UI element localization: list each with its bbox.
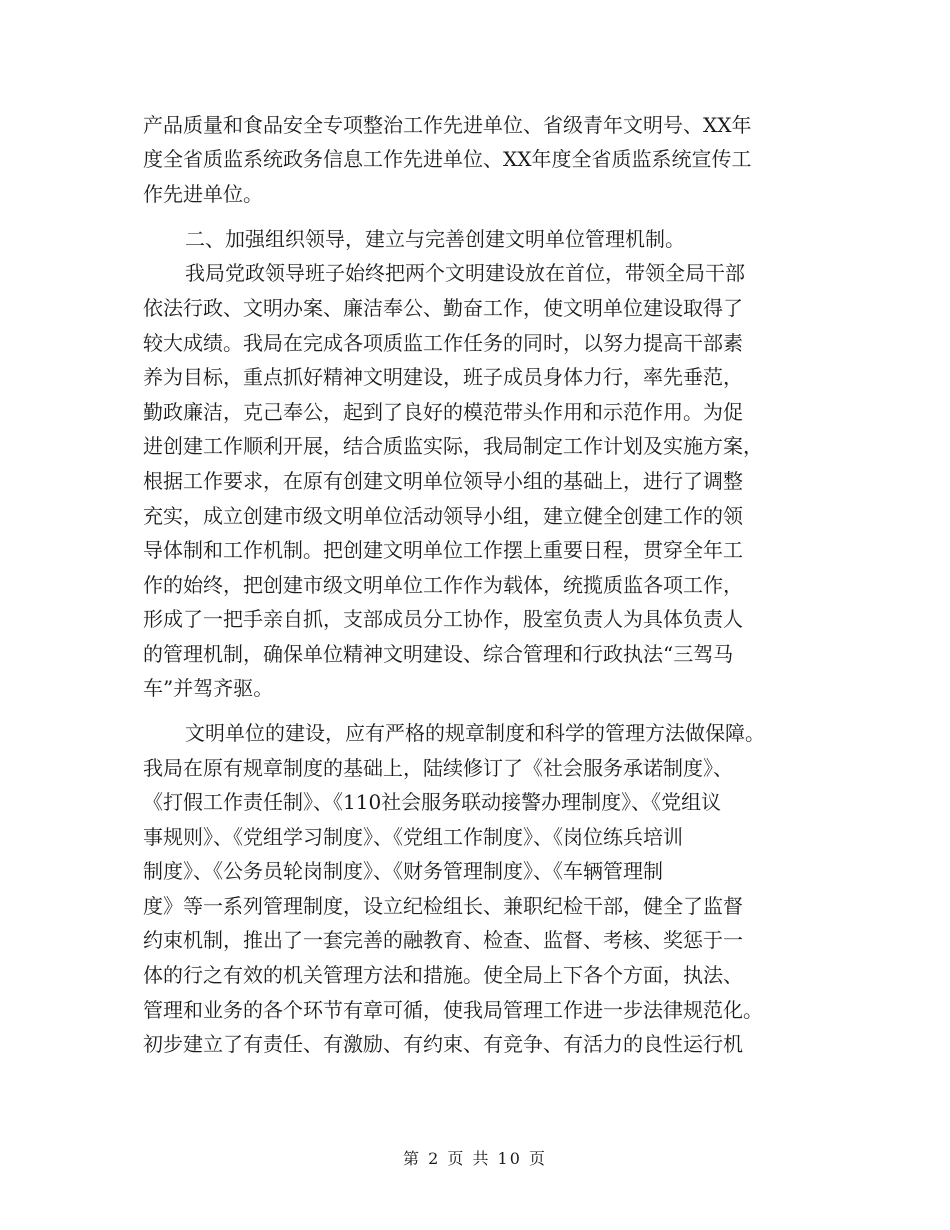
paragraph-line: 作的始终，把创建市级文明单位工作作为载体，统揽质监各项工作， [143, 573, 743, 597]
paragraph-line: 我局党政领导班子始终把两个文明建设放在首位，带领全局干部 [185, 261, 745, 285]
section-heading: 二、加强组织领导，建立与完善创建文明单位管理机制。 [185, 227, 685, 251]
paragraph-line: 制度》、《公务员轮岗制度》、《财务管理制度》、《车辆管理制 [143, 859, 663, 883]
paragraph-line: 进创建工作顺利开展，结合质监实际，我局制定工作计划及实施方案， [143, 434, 763, 458]
paragraph-line: 事规则》、《党组学习制度》、《党组工作制度》、《岗位练兵培训 [143, 825, 683, 849]
paragraph-line: 体的行之有效的机关管理方法和措施。使全局上下各个方面，执法、 [143, 963, 743, 987]
paragraph-line: 初步建立了有责任、有激励、有约束、有竞争、有活力的良性运行机 [143, 1032, 743, 1056]
paragraph-line: 产品质量和食品安全专项整治工作先进单位、省级青年文明号、XX年 [143, 113, 752, 137]
paragraph-line: 车”并驾齐驱。 [143, 676, 274, 700]
paragraph-line: 《打假工作责任制》、《110社会服务联动接警办理制度》、《党组议 [143, 790, 722, 814]
paragraph-line: 度全省质监系统政务信息工作先进单位、XX年度全省质监系统宣传工 [143, 147, 752, 171]
paragraph-line: 的管理机制，确保单位精神文明建设、综合管理和行政执法“三驾马 [143, 642, 734, 666]
paragraph-line: 依法行政、文明办案、廉洁奉公、勤奋工作，使文明单位建设取得了 [143, 296, 743, 320]
paragraph-line: 养为目标，重点抓好精神文明建设，班子成员身体力行，率先垂范， [143, 365, 743, 389]
page-number-footer: 第 2 页 共 10 页 [403, 1149, 547, 1168]
paragraph-line: 根据工作要求，在原有创建文明单位领导小组的基础上，进行了调整 [143, 469, 743, 493]
paragraph-line: 约束机制，推出了一套完善的融教育、检查、监督、考核、奖惩于一 [143, 928, 743, 952]
paragraph-line: 导体制和工作机制。把创建文明单位工作摆上重要日程，贯穿全年工 [143, 538, 743, 562]
paragraph-line: 文明单位的建设，应有严格的规章制度和科学的管理方法做保障。 [185, 721, 765, 745]
paragraph-line: 充实，成立创建市级文明单位活动领导小组，建立健全创建工作的领 [143, 504, 743, 528]
paragraph-line: 作先进单位。 [143, 182, 263, 206]
paragraph-line: 较大成绩。我局在完成各项质监工作任务的同时，以努力提高干部素 [143, 331, 743, 355]
paragraph-line: 形成了一把手亲自抓，支部成员分工协作，股室负责人为具体负责人 [143, 607, 743, 631]
paragraph-line: 我局在原有规章制度的基础上，陆续修订了《社会服务承诺制度》、 [143, 756, 733, 780]
paragraph-line: 勤政廉洁，克己奉公，起到了良好的模范带头作用和示范作用。为促 [143, 400, 743, 424]
paragraph-line: 度》等一系列管理制度，设立纪检组长、兼职纪检干部，健全了监督 [143, 894, 743, 918]
paragraph-line: 管理和业务的各个环节有章可循，使我局管理工作进一步法律规范化。 [143, 998, 763, 1022]
